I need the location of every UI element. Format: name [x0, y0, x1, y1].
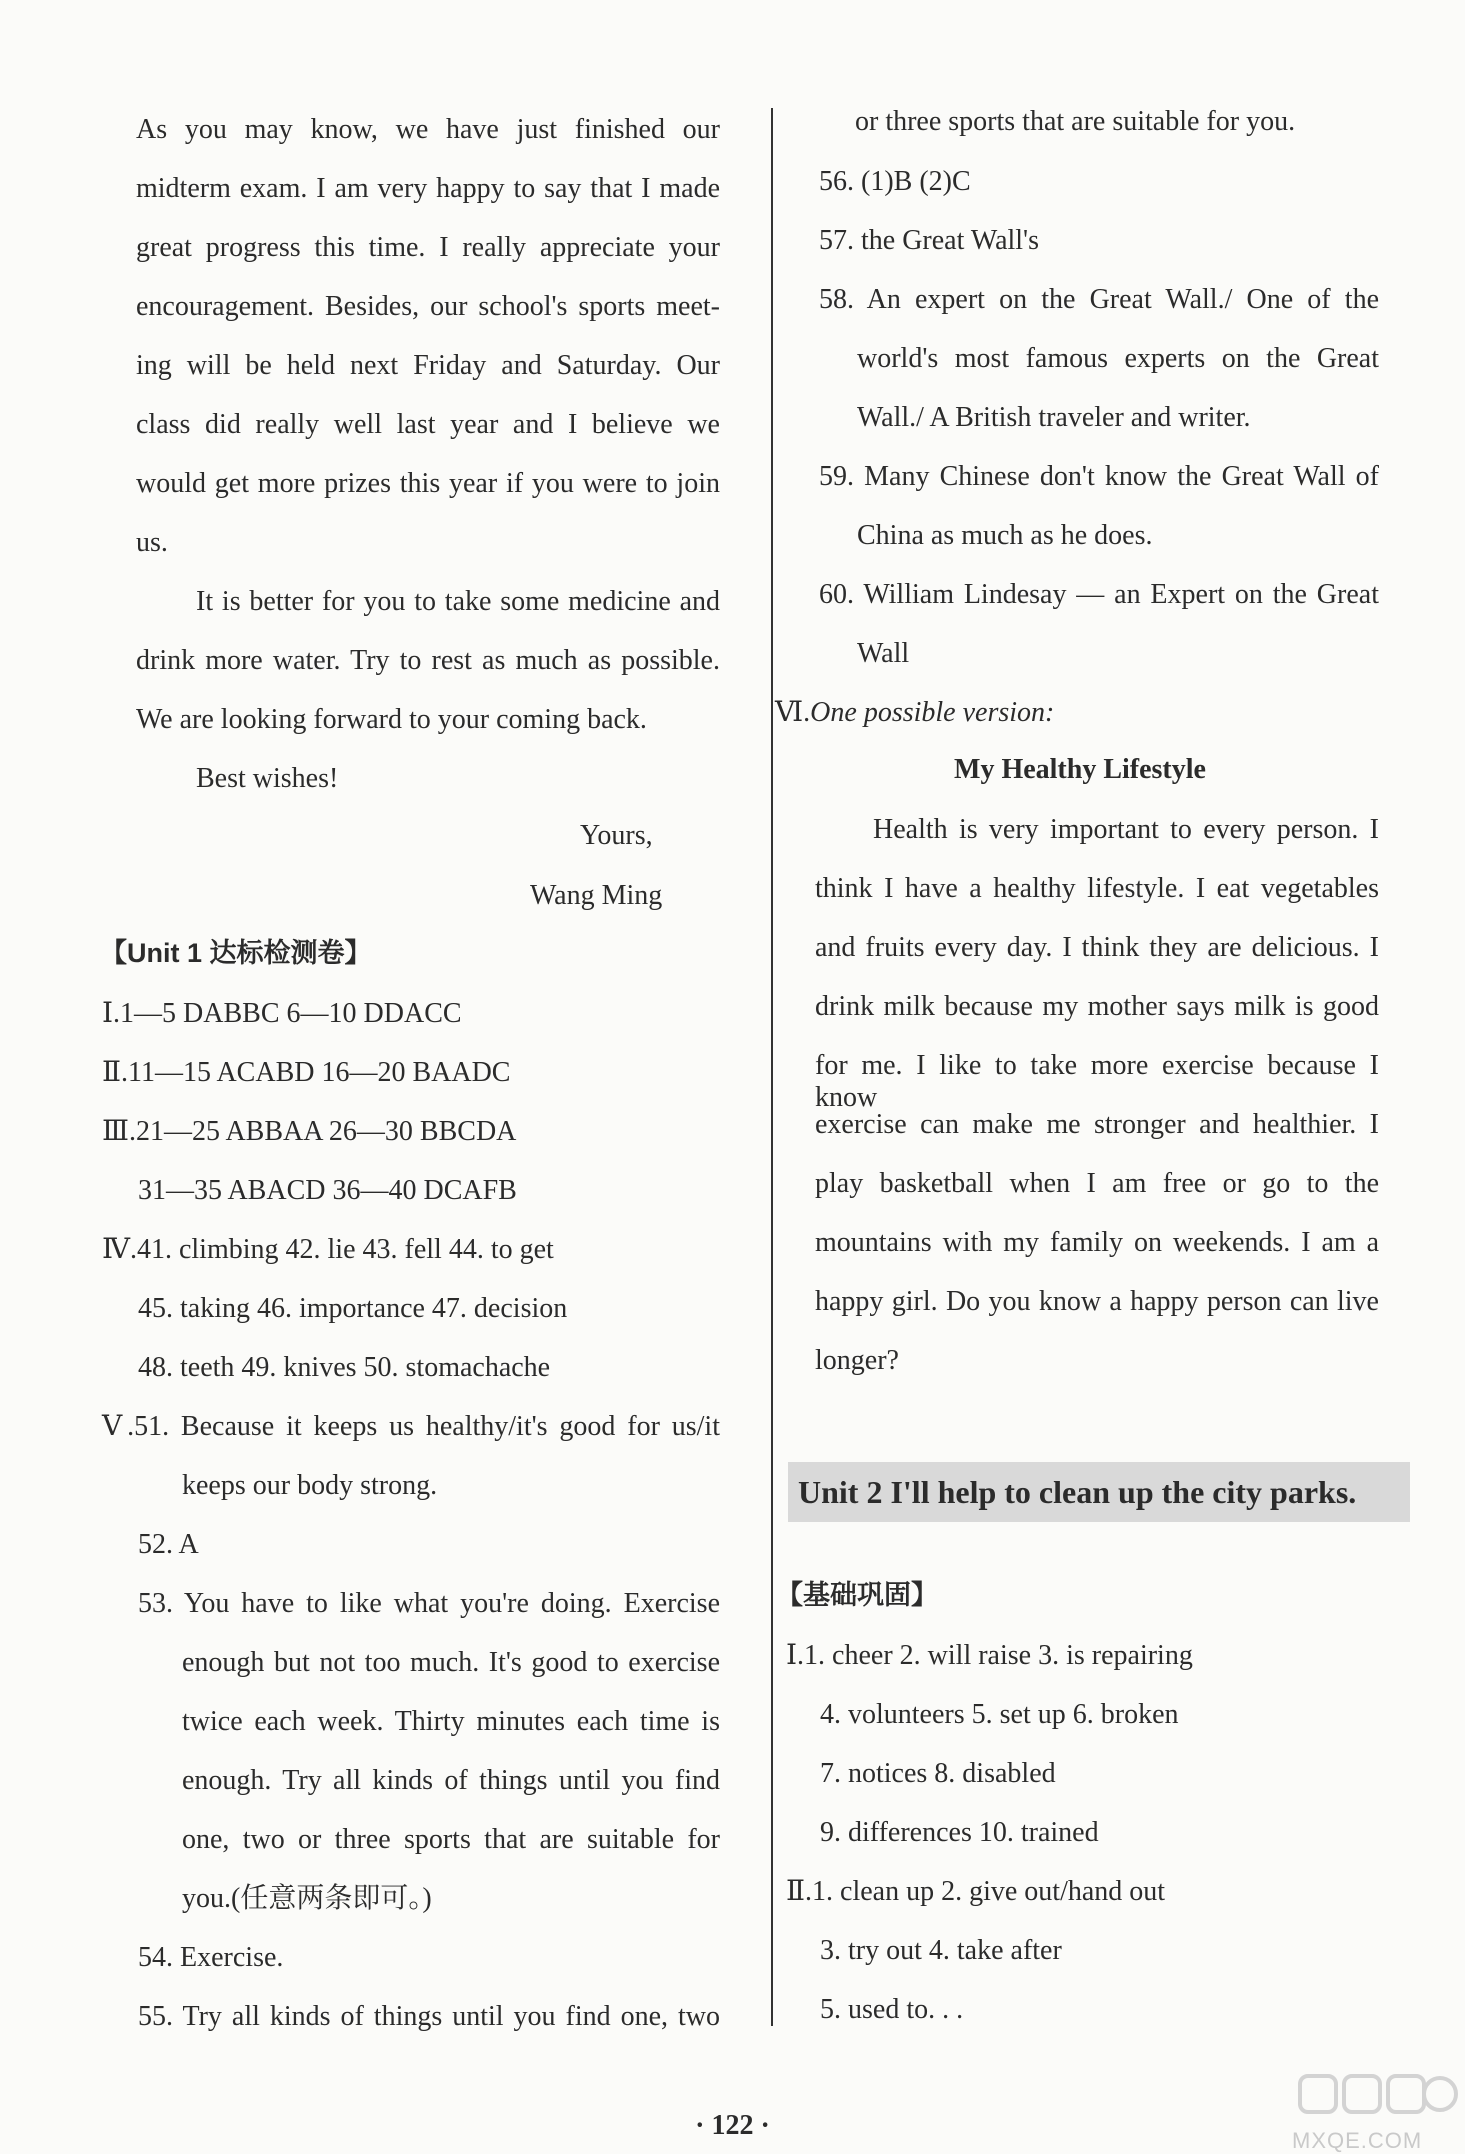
answer-line: Wall: [857, 638, 910, 669]
section-vi-number: Ⅵ.: [775, 697, 811, 728]
essay-line: play basketball when I am free or go to the: [815, 1168, 1379, 1199]
answer-line: China as much as he does.: [857, 520, 1153, 551]
answer-line: 55. Try all kinds of things until you find one, two: [138, 2001, 720, 2032]
basics-answer-line: 9. differences 10. trained: [820, 1817, 1099, 1848]
letter-sign-off: Yours,: [580, 820, 653, 851]
basics-answer-line: 5. used to. . .: [820, 1994, 964, 2025]
answer-line: 57. the Great Wall's: [819, 225, 1039, 256]
essay-line: mountains with my family on weekends. I am a: [815, 1227, 1379, 1258]
letter-line: drink more water. Try to rest as much as possible.: [136, 645, 720, 676]
essay-line: longer?: [815, 1345, 899, 1376]
letter-line: encouragement. Besides, our school's sports meet-: [136, 291, 720, 322]
section-vi-heading: [775, 697, 1054, 729]
page-number: · 122 ·: [695, 2110, 770, 2141]
essay-title: My Healthy Lifestyle: [954, 754, 1206, 785]
section-vi-label: One possible version:: [810, 697, 1055, 728]
answer-line: Ⅳ.41. climbing 42. lie 43. fell 44. to get: [102, 1234, 554, 1265]
answer-line: 48. teeth 49. knives 50. stomachache: [138, 1352, 551, 1383]
essay-line: for me. I like to take more exercise because I know: [815, 1050, 1379, 1114]
answer-line: 31—35 ABACD 36—40 DCAFB: [138, 1175, 517, 1206]
answer-line: or three sports that are suitable for you.: [855, 106, 1296, 137]
letter-line: midterm exam. I am very happy to say that I made: [136, 173, 720, 204]
answer-line: you.(任意两条即可。): [182, 1883, 432, 1914]
essay-line: exercise can make me stronger and healthier. I: [815, 1109, 1379, 1140]
answer-line: 60. William Lindesay — an Expert on the Great: [819, 579, 1379, 610]
answer-line: enough but not too much. It's good to exercise: [182, 1647, 720, 1678]
answer-line: one, two or three sports that are suitable for: [182, 1824, 720, 1855]
answer-line: 52. A: [138, 1529, 199, 1560]
column-divider: [771, 108, 773, 2026]
answer-line: 58. An expert on the Great Wall./ One of the: [819, 284, 1379, 315]
letter-line: As you may know, we have just finished our: [136, 114, 720, 145]
essay-line: and fruits every day. I think they are delicious. I: [815, 932, 1379, 963]
letter-line: ing will be held next Friday and Saturday. Our: [136, 350, 720, 381]
letter-line: It is better for you to take some medicine and: [196, 586, 720, 617]
answer-line: enough. Try all kinds of things until you find: [182, 1765, 720, 1796]
essay-line: happy girl. Do you know a happy person can live: [815, 1286, 1379, 1317]
answer-line: 53. You have to like what you're doing. Exercise: [138, 1588, 720, 1619]
letter-signature: Wang Ming: [530, 880, 663, 911]
watermark-text: MXQE.COM: [1292, 2128, 1423, 2153]
essay-line: Health is very important to every person. I: [873, 814, 1379, 845]
basics-heading: 【基础巩固】: [776, 1580, 938, 1610]
answer-line: 59. Many Chinese don't know the Great Wall of: [819, 461, 1379, 492]
answer-line: 45. taking 46. importance 47. decision: [138, 1293, 568, 1324]
unit2-banner: [788, 1462, 1410, 1522]
basics-answer-line: 3. try out 4. take after: [820, 1935, 1062, 1966]
basics-answer-line: 4. volunteers 5. set up 6. broken: [820, 1699, 1179, 1730]
answer-line: 54. Exercise.: [138, 1942, 284, 1973]
answer-line: keeps our body strong.: [182, 1470, 438, 1501]
letter-line: us.: [136, 527, 168, 558]
answer-line: twice each week. Thirty minutes each time is: [182, 1706, 720, 1737]
answer-line: Ⅲ.21—25 ABBAA 26—30 BBCDA: [102, 1116, 517, 1147]
answer-line: Ⅴ.51. Because it keeps us healthy/it's good for us/it: [102, 1411, 720, 1442]
answer-line: Ⅱ.11—15 ACABD 16—20 BAADC: [102, 1057, 511, 1088]
letter-closing: Best wishes!: [196, 763, 339, 794]
unit1-test-heading: 【Unit 1 达标检测卷】: [100, 938, 372, 968]
letter-line: We are looking forward to your coming back.: [136, 704, 647, 735]
answer-line: world's most famous experts on the Great: [857, 343, 1379, 374]
letter-line: class did really well last year and I believe we: [136, 409, 720, 440]
basics-answer-line: Ⅱ.1. clean up 2. give out/hand out: [786, 1876, 1166, 1907]
essay-line: think I have a healthy lifestyle. I eat vegetables: [815, 873, 1379, 904]
letter-line: would get more prizes this year if you were to join: [136, 468, 720, 499]
basics-answer-line: 7. notices 8. disabled: [820, 1758, 1056, 1789]
answer-line: 56. (1)B (2)C: [819, 166, 971, 197]
basics-answer-line: Ⅰ.1. cheer 2. will raise 3. is repairing: [786, 1640, 1193, 1671]
letter-line: great progress this time. I really appreciate your: [136, 232, 720, 263]
essay-line: drink milk because my mother says milk is good: [815, 991, 1379, 1022]
unit2-banner-title: Unit 2 I'll help to clean up the city parks.: [798, 1474, 1357, 1510]
answer-line: Wall./ A British traveler and writer.: [857, 402, 1251, 433]
answer-line: Ⅰ.1—5 DABBC 6—10 DDACC: [102, 998, 462, 1029]
